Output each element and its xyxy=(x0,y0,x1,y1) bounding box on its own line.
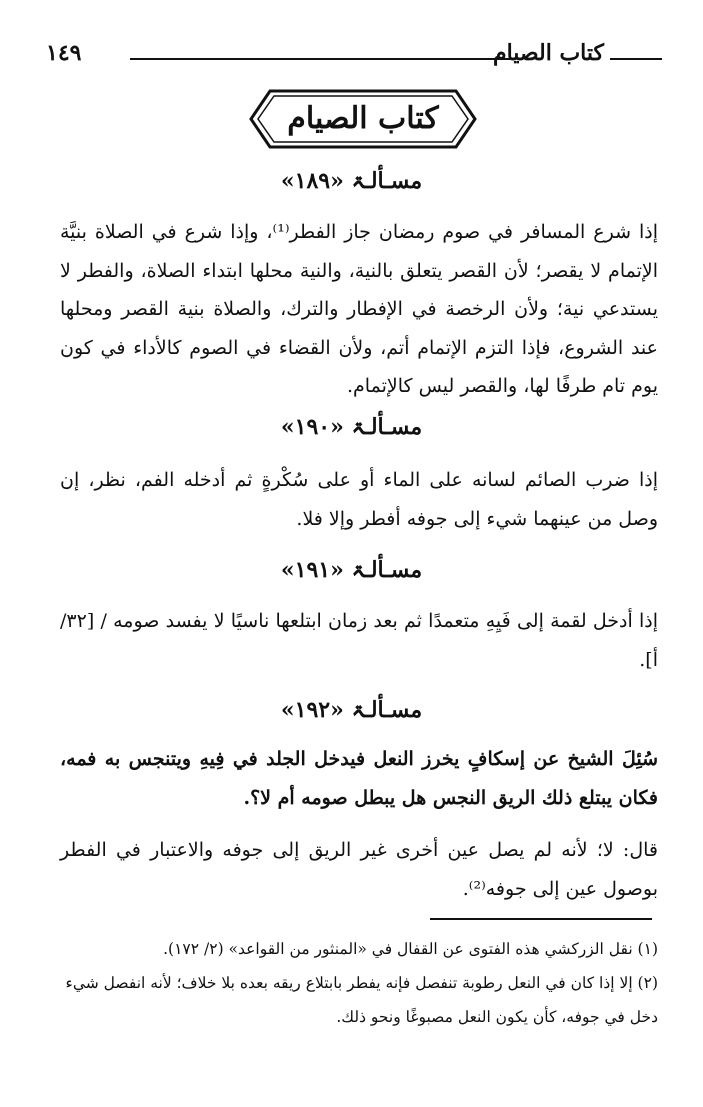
header-rule-tail xyxy=(610,58,662,60)
running-header xyxy=(32,40,662,74)
answer-paragraph: قال: لا؛ لأنه لم يصل عين أخرى غير الريق إلى جوفه والاعتبار في الفطر بوصول عين إلى جوفه⁽²⁾. xyxy=(60,839,658,900)
chapter-title-frame xyxy=(248,88,478,150)
footnote-2: (٢) إلا إذا كان في النعل رطوبة تنفصل فإنه يفطر بابتلاع ريقه بعده بلا خلاف؛ لأنه انفصل شيء دخل في جوفه، كأن يكون النعل مصبوغًا ونحو ذلك. xyxy=(65,974,658,1026)
footnote-rule xyxy=(430,918,652,920)
section-heading-192: مسـألـۃ «١٩٢» xyxy=(280,697,423,723)
section-heading-191: مسـألـۃ «١٩١» xyxy=(280,557,423,583)
paragraph-190: إذا ضرب الصائم لسانه على الماء أو على سُكْرةٍ ثم أدخله الفم، نظر، إن وصل من عينهما شيء إلى جوفه أفطر وإلا فلا. xyxy=(60,469,658,530)
paragraph-191: إذا أدخل لقمة إلى فَيِهِ متعمدًا ثم بعد زمان ابتلعها ناسيًا لا يفسد صومه / [٣٢/ أ]. xyxy=(60,610,658,671)
page-number: ١٤٩ xyxy=(46,40,82,66)
running-title: كتاب الصيام xyxy=(492,40,604,66)
header-rule xyxy=(130,58,510,60)
section-heading-189: مسـألـۃ «١٨٩» xyxy=(280,168,423,194)
chapter-title: كتاب الصيام xyxy=(287,101,439,136)
paragraph-189: إذا شرع المسافر في صوم رمضان جاز الفطر⁽¹⁾، وإذا شرع في الصلاة بنيَّة الإتمام لا يقصر؛ لأن القصر يتعلق بالنية، والنية محلها ابتداء الصلاة، والفطر لا يستدعي نية؛ ولأن الرخصة في الإفطار والترك، والصلاة بنية القصر ومحلها عند الشروع، فإذا التزم الإتمام أتم، ولأن القضاء في الصوم كالأداء في كون يوم تام طرفًا لها، والقصر ليس كالإتمام. xyxy=(60,221,658,397)
section-heading-190: مسـألـۃ «١٩٠» xyxy=(280,414,423,440)
question-paragraph: سُئِلَ الشيخ عن إسكافٍ يخرز النعل فيدخل الجلد في فِيهِ ويتنجس به فمه، فكان يبتلع ذلك الريق النجس هل يبطل صومه أم لا؟. xyxy=(60,748,658,809)
footnote-1: (١) نقل الزركشي هذه الفتوى عن القفال في «المنثور من القواعد» (٢/ ١٧٢). xyxy=(163,940,658,958)
